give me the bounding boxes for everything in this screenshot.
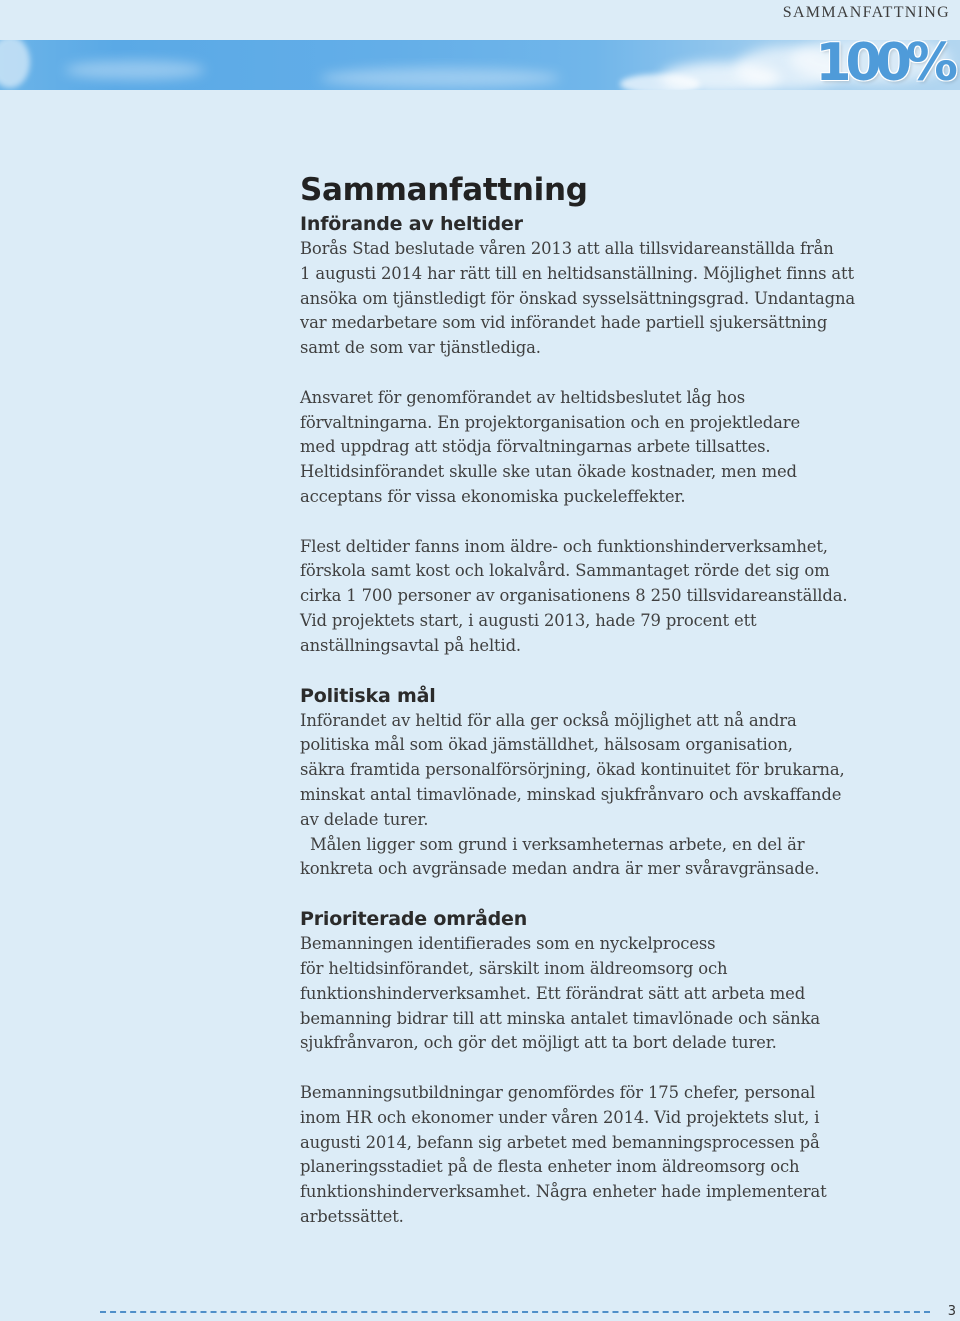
section-heading-heltider: Införande av heltider [300,213,523,235]
brand-logo: 100% [815,33,952,93]
paragraph: Målen ligger som grund i verksamheternas arbete, en del är konkreta och avgränsade medan andra är mer svåravgränsade. [300,834,820,879]
section-heading-prioriterade-omraden: Prioriterade områden [300,908,528,931]
footer-divider [100,1311,930,1313]
main-content [300,168,900,1230]
paragraph: Införandet av heltid för alla ger också möjlighet att nå andra politiska mål som ökad jämställdhet, hälsosam organisation, säkra framtida personalförsörjning, ökad kontinuitet för brukarna, minskat antal timavlönade, minskad sjukfrånvaro och avskaffande av delade turer. [300,710,845,829]
running-header: SAMMANFATTNING [782,4,950,21]
page-number: 3 [947,1304,956,1319]
section-heading-politiska-mal: Politiska mål [300,684,436,707]
page-title: Sammanfattning [300,172,588,208]
paragraph: Bemanningsutbildningar genomfördes för 175 chefer, personal inom HR och ekonomer under våren 2014. Vid projektets slut, i augusti 2014, befann sig arbetet med bemanningsprocessen på planeringsstadiet på de flesta enheter inom äldreomsorg och funktionshinderverksamhet. Några enheter hade implementerat arbetssättet. [300,1082,827,1226]
paragraph: Ansvaret för genomförandet av heltidsbeslutet låg hos förvaltningarna. En projektorganisation och en projektledare med uppdrag att stödja förvaltningarnas arbete tillsattes. Heltidsinförandet skulle ske utan ökade kostnader, men med acceptans för vissa ekonomiska puckeleffekter. [300,387,800,506]
paragraph: Flest deltider fanns inom äldre- och funktionshinderverksamhet, förskola samt kost och lokalvård. Sammantaget rörde det sig om cirka 1 700 personer av organisationens 8 250 tillsvidareanställda. Vid projektets start, i augusti 2013, hade 79 procent ett anställningsavtal på heltid. [300,536,848,655]
paragraph: Borås Stad beslutade våren 2013 att alla tillsvidareanställda från 1 augusti 2014 har rätt till en heltidsanställning. Möjlighet finns att ansöka om tjänstledigt för önskad sysselsättningsgrad. Undantagna var medarbetare som vid införandet hade partiell sjukersättning samt de som var tjänstlediga. [300,239,856,358]
paragraph: Bemanningen identifierades som en nyckelprocess för heltidsinförandet, särskilt inom äldreomsorg och funktionshinderverksamhet. Ett förändrat sätt att arbeta med bemanning bidrar till att minska antalet timavlönade och sänka sjukfrånvaron, och gör det möjligt att ta bort delade turer. [300,934,820,1053]
